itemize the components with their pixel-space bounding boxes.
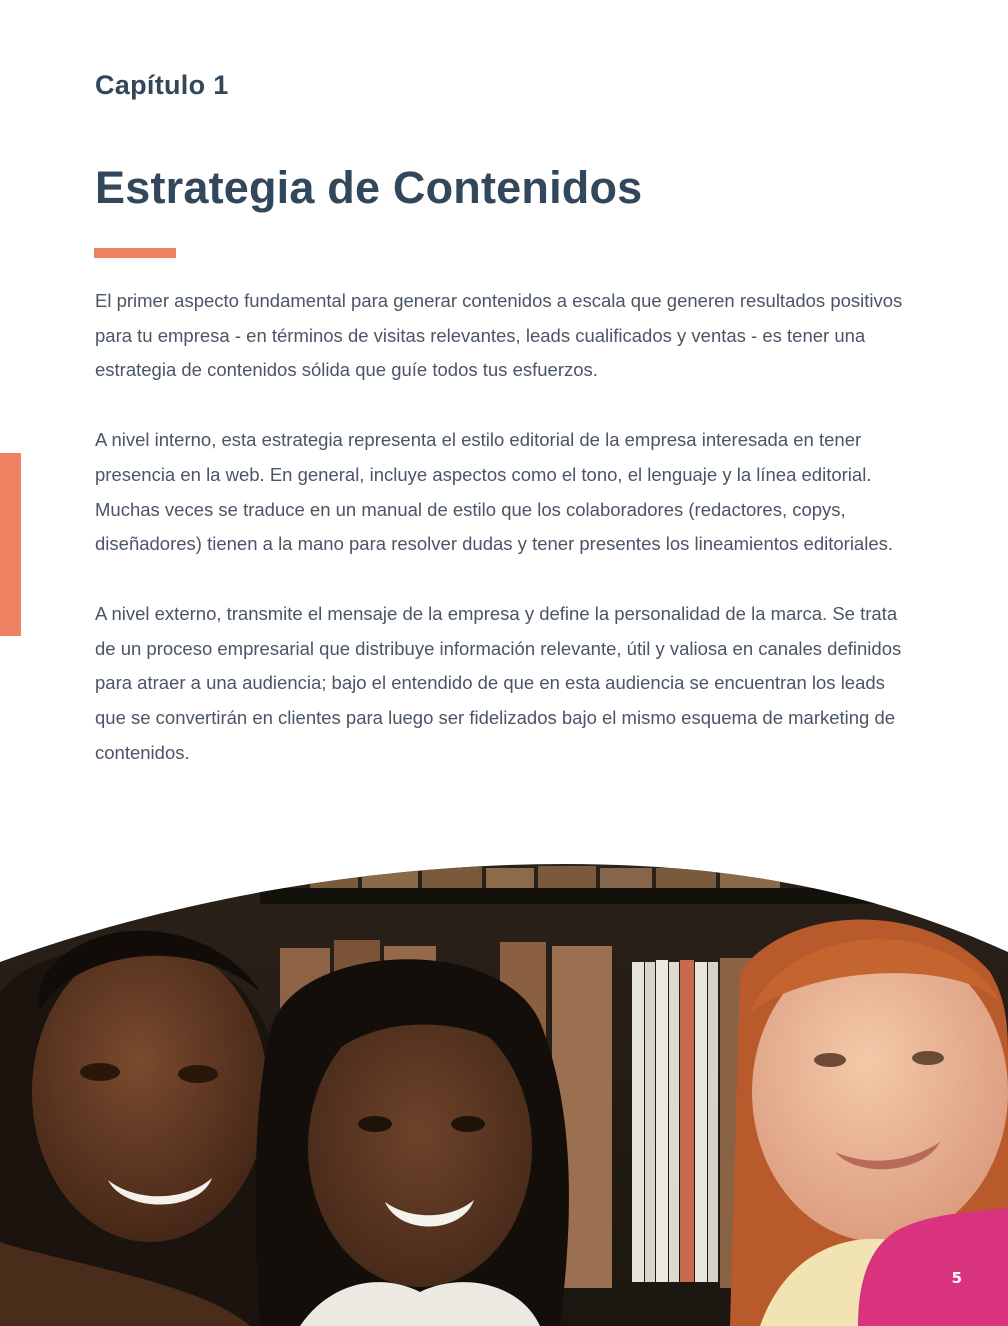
chapter-label: Capítulo 1 bbox=[95, 70, 229, 100]
page-number: 5 bbox=[951, 1269, 962, 1287]
title-underline bbox=[94, 248, 176, 258]
side-accent-bar bbox=[0, 453, 21, 636]
body-text bbox=[95, 284, 917, 805]
page-title: Estrategia de Contenidos bbox=[95, 162, 643, 213]
paragraph: El primer aspecto fundamental para generar contenidos a escala que generen resultados positivos para tu empresa - en términos de visitas relevantes, leads cualificados y ventas - es tener una estrategia de contenidos sólida que guíe todos tus esfuerzos. bbox=[95, 290, 903, 381]
paragraph: A nivel externo, transmite el mensaje de la empresa y define la personalidad de la marca. Se trata de un proceso empresarial que distribuye información relevante, útil y valiosa en canales definidos para atraer a una audiencia; bajo el entendido de que en esta audiencia se encuentran los leads que se convertirán en clientes para luego ser fidelizados bajo el mismo esquema de marketing de contenidos. bbox=[95, 602, 902, 763]
students-library-photo bbox=[0, 862, 1008, 1326]
page-number-badge bbox=[858, 1208, 1008, 1326]
paragraph: A nivel interno, esta estrategia representa el estilo editorial de la empresa interesada en tener presencia en la web. En general, incluye aspectos como el tono, el lenguaje y la línea editorial. Muchas veces se traduce en un manual de estilo que los colaboradores (redactores, copys, diseñadores) tienen a la mano para resolver dudas y tener presentes los lineamientos editoriales. bbox=[95, 429, 894, 555]
